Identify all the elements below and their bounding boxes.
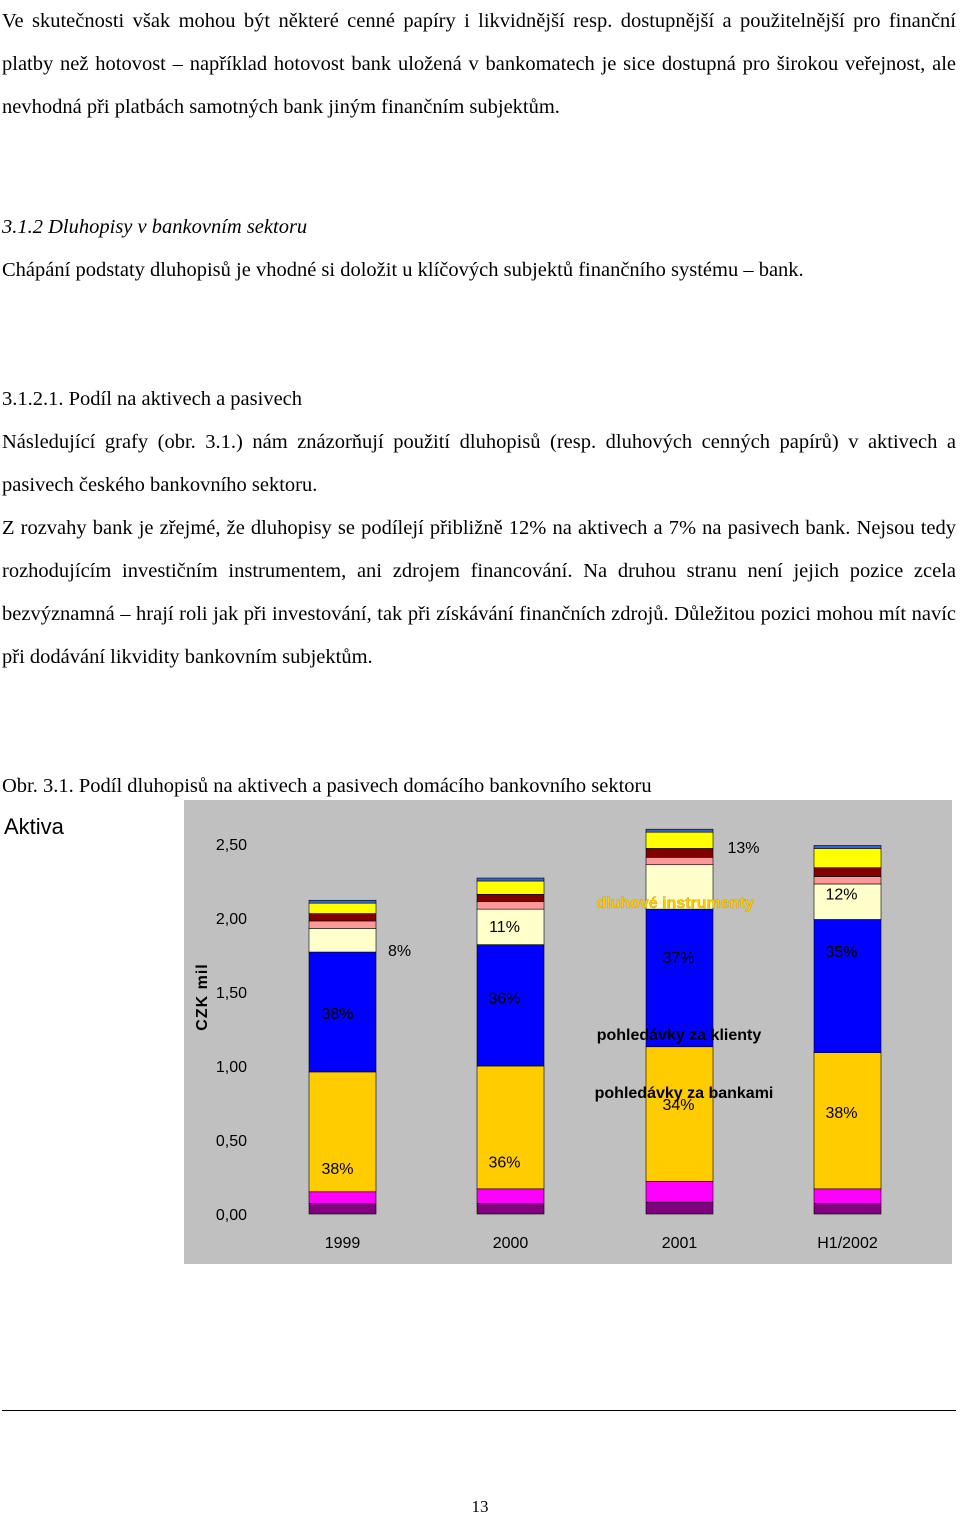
figure-caption: Obr. 3.1. Podíl dluhopisů na aktivech a pasivech domácího bankovního sektoru [2,775,652,797]
bar-segment [646,857,713,864]
percent-label: 37% [662,949,695,967]
bar-segment [814,848,881,867]
bar-segment [477,1204,544,1214]
x-tick-label: H1/2002 [817,1235,878,1252]
bar-segment [477,902,544,909]
bar-segment [814,868,881,877]
x-tick-label: 2001 [661,1235,698,1252]
annotation-dluhove: dluhové instrumenty [596,895,754,912]
percent-label: 13% [727,839,760,857]
x-tick-label: 2000 [492,1235,529,1252]
paragraph-banks: Chápání podstaty dluhopisů je vhodné si doložit u klíčových subjektů finančního systému – bank. [2,259,804,281]
bar-segment [477,881,544,894]
chart-title: Aktiva [4,814,64,839]
percent-label: 36% [488,990,521,1008]
bar-segment [309,921,376,928]
y-tick-label: 1,50 [215,985,247,1002]
percent-label: 38% [825,1104,858,1122]
bar-segment [477,894,544,901]
chart-svg [0,800,960,1270]
paragraph-intro: Ve skutečnosti však mohou být některé cenné papíry i likvidnější resp. dostupnější a použitelnější pro finanční platby než hotovost – například hotovost bank uložená v bankomatech je sice dostupná pro širokou veřejnost, ale nevhodná při platbách samotných bank jiným finančním subjektům. [2,10,956,118]
bar-segment [814,1204,881,1214]
bar-segment [646,848,713,857]
y-tick-label: 0,50 [215,1133,247,1150]
paragraph-charts: Následující grafy (obr. 3.1.) nám znázorňují použití dluhopisů (resp. dluhových cenných papírů) v aktivech a pasivech českého bankovního sektoru. [2,431,956,496]
percent-label: 8% [387,943,412,961]
annotation-bankami: pohledávky za bankami [594,1085,774,1102]
bar-segment [309,903,376,913]
bar-segment [814,845,881,848]
chart-aktiva [0,800,960,1270]
bar-segment [309,900,376,903]
bar-segment [309,914,376,921]
bar-segment [477,878,544,881]
bar-segment [646,1202,713,1214]
bar-segment [309,1204,376,1214]
bar-segment [814,877,881,884]
x-tick-label: 1999 [324,1235,361,1252]
percent-label: 38% [321,1160,354,1178]
subsection-heading: 3.1.2.1. Podíl na aktivech a pasivech [2,388,303,410]
percent-label: 38% [321,1005,354,1023]
y-tick-label: 2,00 [215,911,247,928]
section-heading: 3.1.2 Dluhopisy v bankovním sektoru [2,216,308,238]
bar-segment [477,1189,544,1204]
bar-segment [646,1181,713,1202]
percent-label: 34% [662,1097,695,1115]
y-tick-label: 0,00 [215,1207,247,1224]
bar-segment [646,832,713,848]
bar-segment [814,1189,881,1204]
percent-label: 11% [489,918,520,936]
bar-segment [646,829,713,832]
y-tick-label: 2,50 [215,837,247,854]
bar-segment [309,928,376,952]
page-number: 13 [471,1497,489,1516]
percent-label: 36% [488,1154,521,1172]
bar-segment [309,1192,376,1204]
paragraph-balance: Z rozvahy bank je zřejmé, že dluhopisy se podílejí přibližně 12% na aktivech a 7% na pasivech bank. Nejsou tedy rozhodujícím investičním instrumentem, ani zdrojem financování. Na druhou stranu není jejich pozice zcela bezvýznamná – hrají roli jak při investování, tak při získávání finančních zdrojů. Důležitou pozici mohou mít navíc při dodávání likvidity bankovním subjektům. [2,517,956,668]
y-tick-label: 1,00 [215,1059,247,1076]
y-axis-label: CZK mil [194,963,211,1031]
annotation-klienty: pohledávky za klienty [596,1027,762,1044]
footer-rule [2,1410,956,1411]
bar-segment [814,919,881,1052]
percent-label: 12% [825,886,858,904]
percent-label: 35% [825,944,858,962]
